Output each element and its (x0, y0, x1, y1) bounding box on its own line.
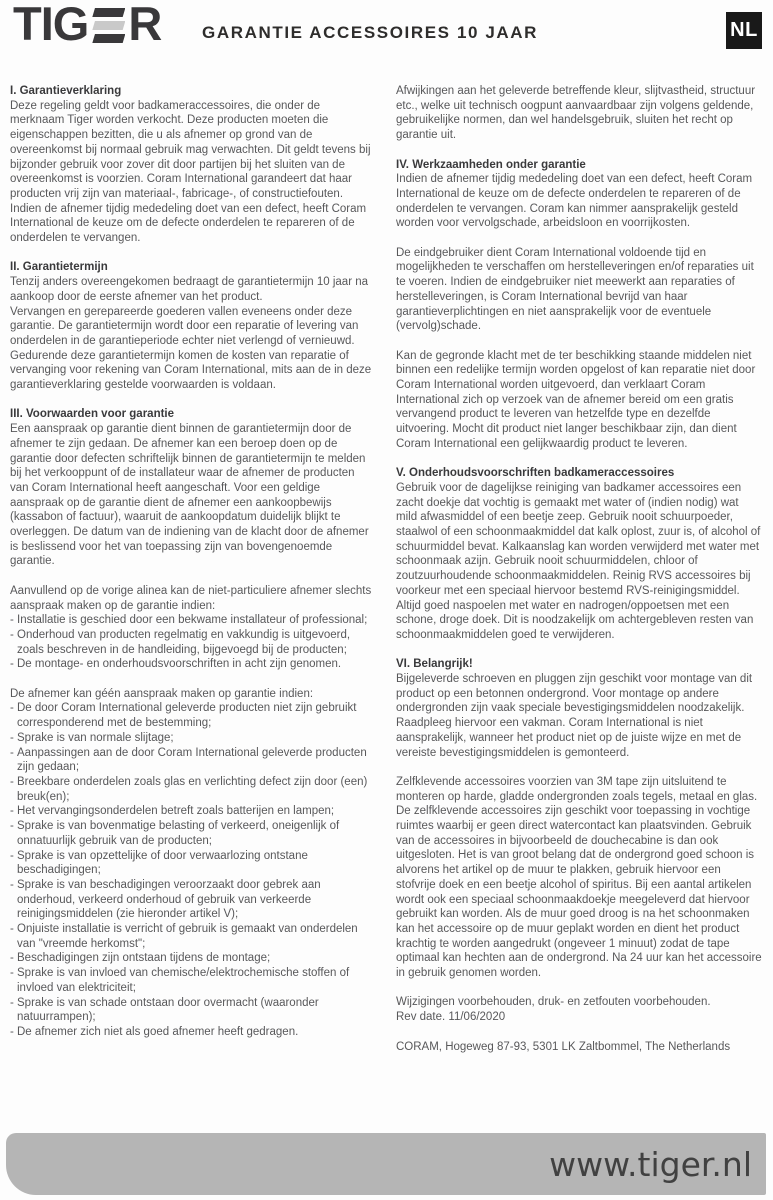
section-heading: V. Onderhoudsvoorschriften badkameraccessoires (396, 467, 675, 480)
tiger-logo-text-r: R (128, 0, 162, 50)
list-item: - Onderhoud van producten regelmatig en vakkundig is uitgevoerd, zoals beschreven in de handleiding, bijgevoegd bij de producten; (10, 628, 376, 657)
section-heading: I. Garantieverklaring (10, 85, 122, 97)
section-heading: II. Garantietermijn (10, 261, 108, 274)
section-heading: III. Voorwaarden voor garantie (10, 408, 175, 421)
page-title: GARANTIE ACCESSOIRES 10 JAAR (202, 23, 539, 42)
list-item: - De montage- en onderhoudsvoorschriften in acht zijn genomen. (10, 657, 376, 672)
paragraph: Een aanspraak op garantie dient binnen de garantietermijn door de afnemer te zijn gedaan. De afnemer kan een beroep doen op de garantie door defecten schriftelijk binnen de garantietermijn te melden bij het verkooppunt of de installateur waar de afnemer de producten van Coram International heeft aangeschaft. Voor een geldige aanspraak op de garantie dient de afnemer een aankoopbewijs (kassabon of factuur), waaruit de aankoopdatum duidelijk blijkt te overleggen. De datum van de indiening van de klacht door de afnemer is beslissend voor het van toepassing zijn van bovengenoemde garantie. (10, 423, 369, 568)
list-item: - Sprake is van invloed van chemische/elektrochemische stoffen of invloed van elektriciteit; (10, 966, 376, 995)
paragraph: Rev date. 11/06/2020 (396, 1011, 506, 1024)
list-item: - De door Coram International geleverde producten niet zijn gebruikt corresponderend met de bestemming; (10, 701, 376, 730)
paragraph: Gedurende deze garantietermijn komen de kosten van reparatie of vervanging voor rekening van Coram International, mits aan de in deze garantieverklaring gestelde voorwaarden is voldaan. (10, 349, 372, 392)
list-item: - Het vervangingsonderdelen betreft zoals batterijen en lampen; (10, 804, 376, 819)
paragraph: Afwijkingen aan het geleverde betreffende kleur, slijtvastheid, structuur etc., welke uit technisch oogpunt aanvaardbaar zijn volgens geldende, gebruikelijke normen, dan wel handelsgebruik, sluiten het recht op garantie uit. (396, 85, 756, 142)
paragraph: Tenzij anders overeengekomen bedraagt de garantietermijn 10 jaar na aankoop door de eerste afnemer van het product. (10, 276, 369, 303)
tiger-logo-e-icon (92, 8, 125, 43)
document-body (10, 84, 763, 1054)
list-item: - Sprake is van beschadigingen veroorzaakt door gebrek aan onderhoud, verkeerd onderhoud of gebruik van verkeerde reinigingsmiddelen (zie hieronder artikel V); (10, 878, 376, 922)
paragraph: Bijgeleverde schroeven en pluggen zijn geschikt voor montage van dit product op een betonnen ondergrond. Voor montage op andere ondergronden zijn vaak speciale bevestigingsmiddelen noodzakelijk. Raadpleeg hiervoor een vakman. Coram International is niet aansprakelijk, wanneer het product niet op de juiste wijze en met de vereiste bevestigingsmiddelen is gemonteerd. (396, 673, 753, 759)
paragraph: Kan de gegronde klacht met de ter beschikking staande middelen niet binnen een redelijke termijn worden opgelost of kan reparatie niet door Coram International worden uitgevoerd, dan verklaart Coram International zich op verzoek van de afnemer bereid om een gratis vervangend product te leveren van hetzelfde type en dezelfde uitvoering. Mocht dit product niet langer beschikbaar zijn, dan dient Coram International een gelijkwaardig product te leveren. (396, 349, 756, 450)
paragraph: Aanvullend op de vorige alinea kan de niet-particuliere afnemer slechts aanspraak maken op de garantie indien: (10, 584, 372, 612)
footer-band (6, 1133, 766, 1195)
list-item: - Aanpassingen aan de door Coram International geleverde producten zijn gedaan; (10, 746, 376, 775)
list-item: - De afnemer zich niet als goed afnemer heeft gedragen. (10, 1025, 376, 1040)
paragraph: CORAM, Hogeweg 87-93, 5301 LK Zaltbommel, The Netherlands (396, 1040, 731, 1053)
list-item: - Sprake is van normale slijtage; (10, 731, 376, 746)
paragraph: Wijzigingen voorbehouden, druk- en zetfouten voorbehouden. (396, 996, 711, 1009)
list-item: - Sprake is van schade ontstaan door overmacht (waaronder natuurrampen); (10, 996, 376, 1025)
paragraph: Gebruik voor de dagelijkse reiniging van badkamer accessoires een zacht doekje dat vochtig is gemaakt met water of (indien nodig) wat mild afwasmiddel of een beetje zeep. Gebruik nooit schuurpoeder, staalwol of een schoonmaakmiddel dat kalk oplost, zuur is, of alcohol of schuurmiddel bevat. Kalkaanslag kan worden verwijderd met water met schoonmaak azijn. Gebruik nooit schuurmiddelen, chloor of zoutzuurhoudende schoonmaakmiddelen. Reinig RVS accessoires bij voorkeur met een speciaal hiervoor bestemd RVS-reinigingsmiddel. Altijd goed naspoelen met water en nadrogen/oppoetsen met een schone, droge doek. Dit is noodzakelijk om achtergebleven resten van schoonmaakmiddelen goed te verwijderen. (396, 481, 761, 641)
list-item: - Sprake is van opzettelijke of door verwaarlozing ontstane beschadigingen; (10, 849, 376, 878)
logo-bar-bottom (92, 34, 125, 43)
paragraph: De afnemer kan géén aanspraak maken op garantie indien: (10, 687, 314, 700)
logo-bar-top (92, 8, 125, 17)
section-heading: IV. Werkzaamheden onder garantie (396, 158, 586, 171)
paragraph: Zelfklevende accessoires voorzien van 3M tape zijn uitsluitend te monteren op harde, gladde ondergronden zoals tegels, metaal en glas. De zelfklevende accessoires zijn geschikt voor toepassing in vochtige ruimtes waarbij er geen direct watercontact kan plaatsvinden. Gebruik van de accessoires in bijvoorbeeld de douchecabine is dan ook uitgesloten. Het is van groot belang dat de ondergrond goed schoon is alvorens het artikel op de muur te plakken, gebruik hiervoor een stofvrije doek en een beetje alcohol of spiritus. Bij een aantal artikelen wordt ook een speciaal schoonmaakdoekje meegeleverd dat hiervoor gebruikt kan worden. Als de muur goed droog is na het schoonmaken kan het accessoire op de muur geplakt worden en dient het product krachtig te worden aangedrukt (ongeveer 1 minuut) zodat de tape optimaal kan hechten aan de ondergrond. Na 24 uur kan het accessoire in gebruik genomen worden. (396, 775, 762, 980)
section-heading: VI. Belangrijk! (396, 658, 473, 671)
bullet-list (10, 701, 376, 1039)
document-header (0, 0, 773, 70)
language-badge: NL (726, 12, 762, 49)
logo-bar-middle (92, 21, 125, 30)
left-column (10, 84, 376, 1054)
bullet-list (10, 613, 376, 672)
tiger-logo (13, 0, 162, 50)
list-item: - Breekbare onderdelen zoals glas en verlichting defect zijn door (een) breuk(en); (10, 775, 376, 804)
paragraph: De eindgebruiker dient Coram International voldoende tijd en mogelijkheden te verschaffen om herstelleveringen en/of reparaties uit te voeren. Indien de eindgebruiker niet meewerkt aan reparaties of herstelleveringen, is Coram International bevrijd van haar garantieverplichtingen en niet aansprakelijk voor de eventuele (vervolg)schade. (396, 246, 754, 333)
paragraph: Deze regeling geldt voor badkameraccessoires, die onder de merknaam Tiger worden verkocht. Deze producten moeten die eigenschappen bezitten, die u als afnemer op grond van de overeenkomst bij normaal gebruik mag verwachten. Dit geldt tevens bij bijzonder gebruik voor zover dit door partijen bij het sluiten van de overeenkomst is voorzien. Coram International garandeert dat haar producten vrij zijn van materiaal-, fabricage-, of constructiefouten. Indien de afnemer tijdig mededeling doet van een defect, heeft Coram International de keuze om de defecte onderdelen te repareren of de onderdelen te vervangen. (10, 99, 371, 245)
right-column (396, 84, 762, 1054)
tiger-logo-text-tig: TIG (13, 0, 89, 50)
list-item: - Beschadigingen zijn ontstaan tijdens de montage; (10, 951, 376, 966)
paragraph: Vervangen en gerepareerde goederen vallen eveneens onder deze garantie. De garantietermijn wordt door een reparatie of levering van onderdelen in de garantieperiode echter niet verlengd of vernieuwd. (10, 305, 359, 347)
paragraph: Indien de afnemer tijdig mededeling doet van een defect, heeft Coram International de keuze om de defecte onderdelen te repareren of de onderdelen te vervangen. Coram kan nimmer aansprakelijk gesteld worden voor vervolgschade, arbeidsloon en voorrijkosten. (396, 173, 753, 230)
website-url: www.tiger.nl (549, 1144, 752, 1184)
list-item: - Onjuiste installatie is verricht of gebruik is gemaakt van onderdelen van "vreemde herkomst"; (10, 922, 376, 951)
list-item: - Sprake is van bovenmatige belasting of verkeerd, oneigenlijk of onnatuurlijk gebruik van de producten; (10, 819, 376, 848)
list-item: - Installatie is geschied door een bekwame installateur of professional; (10, 613, 376, 628)
